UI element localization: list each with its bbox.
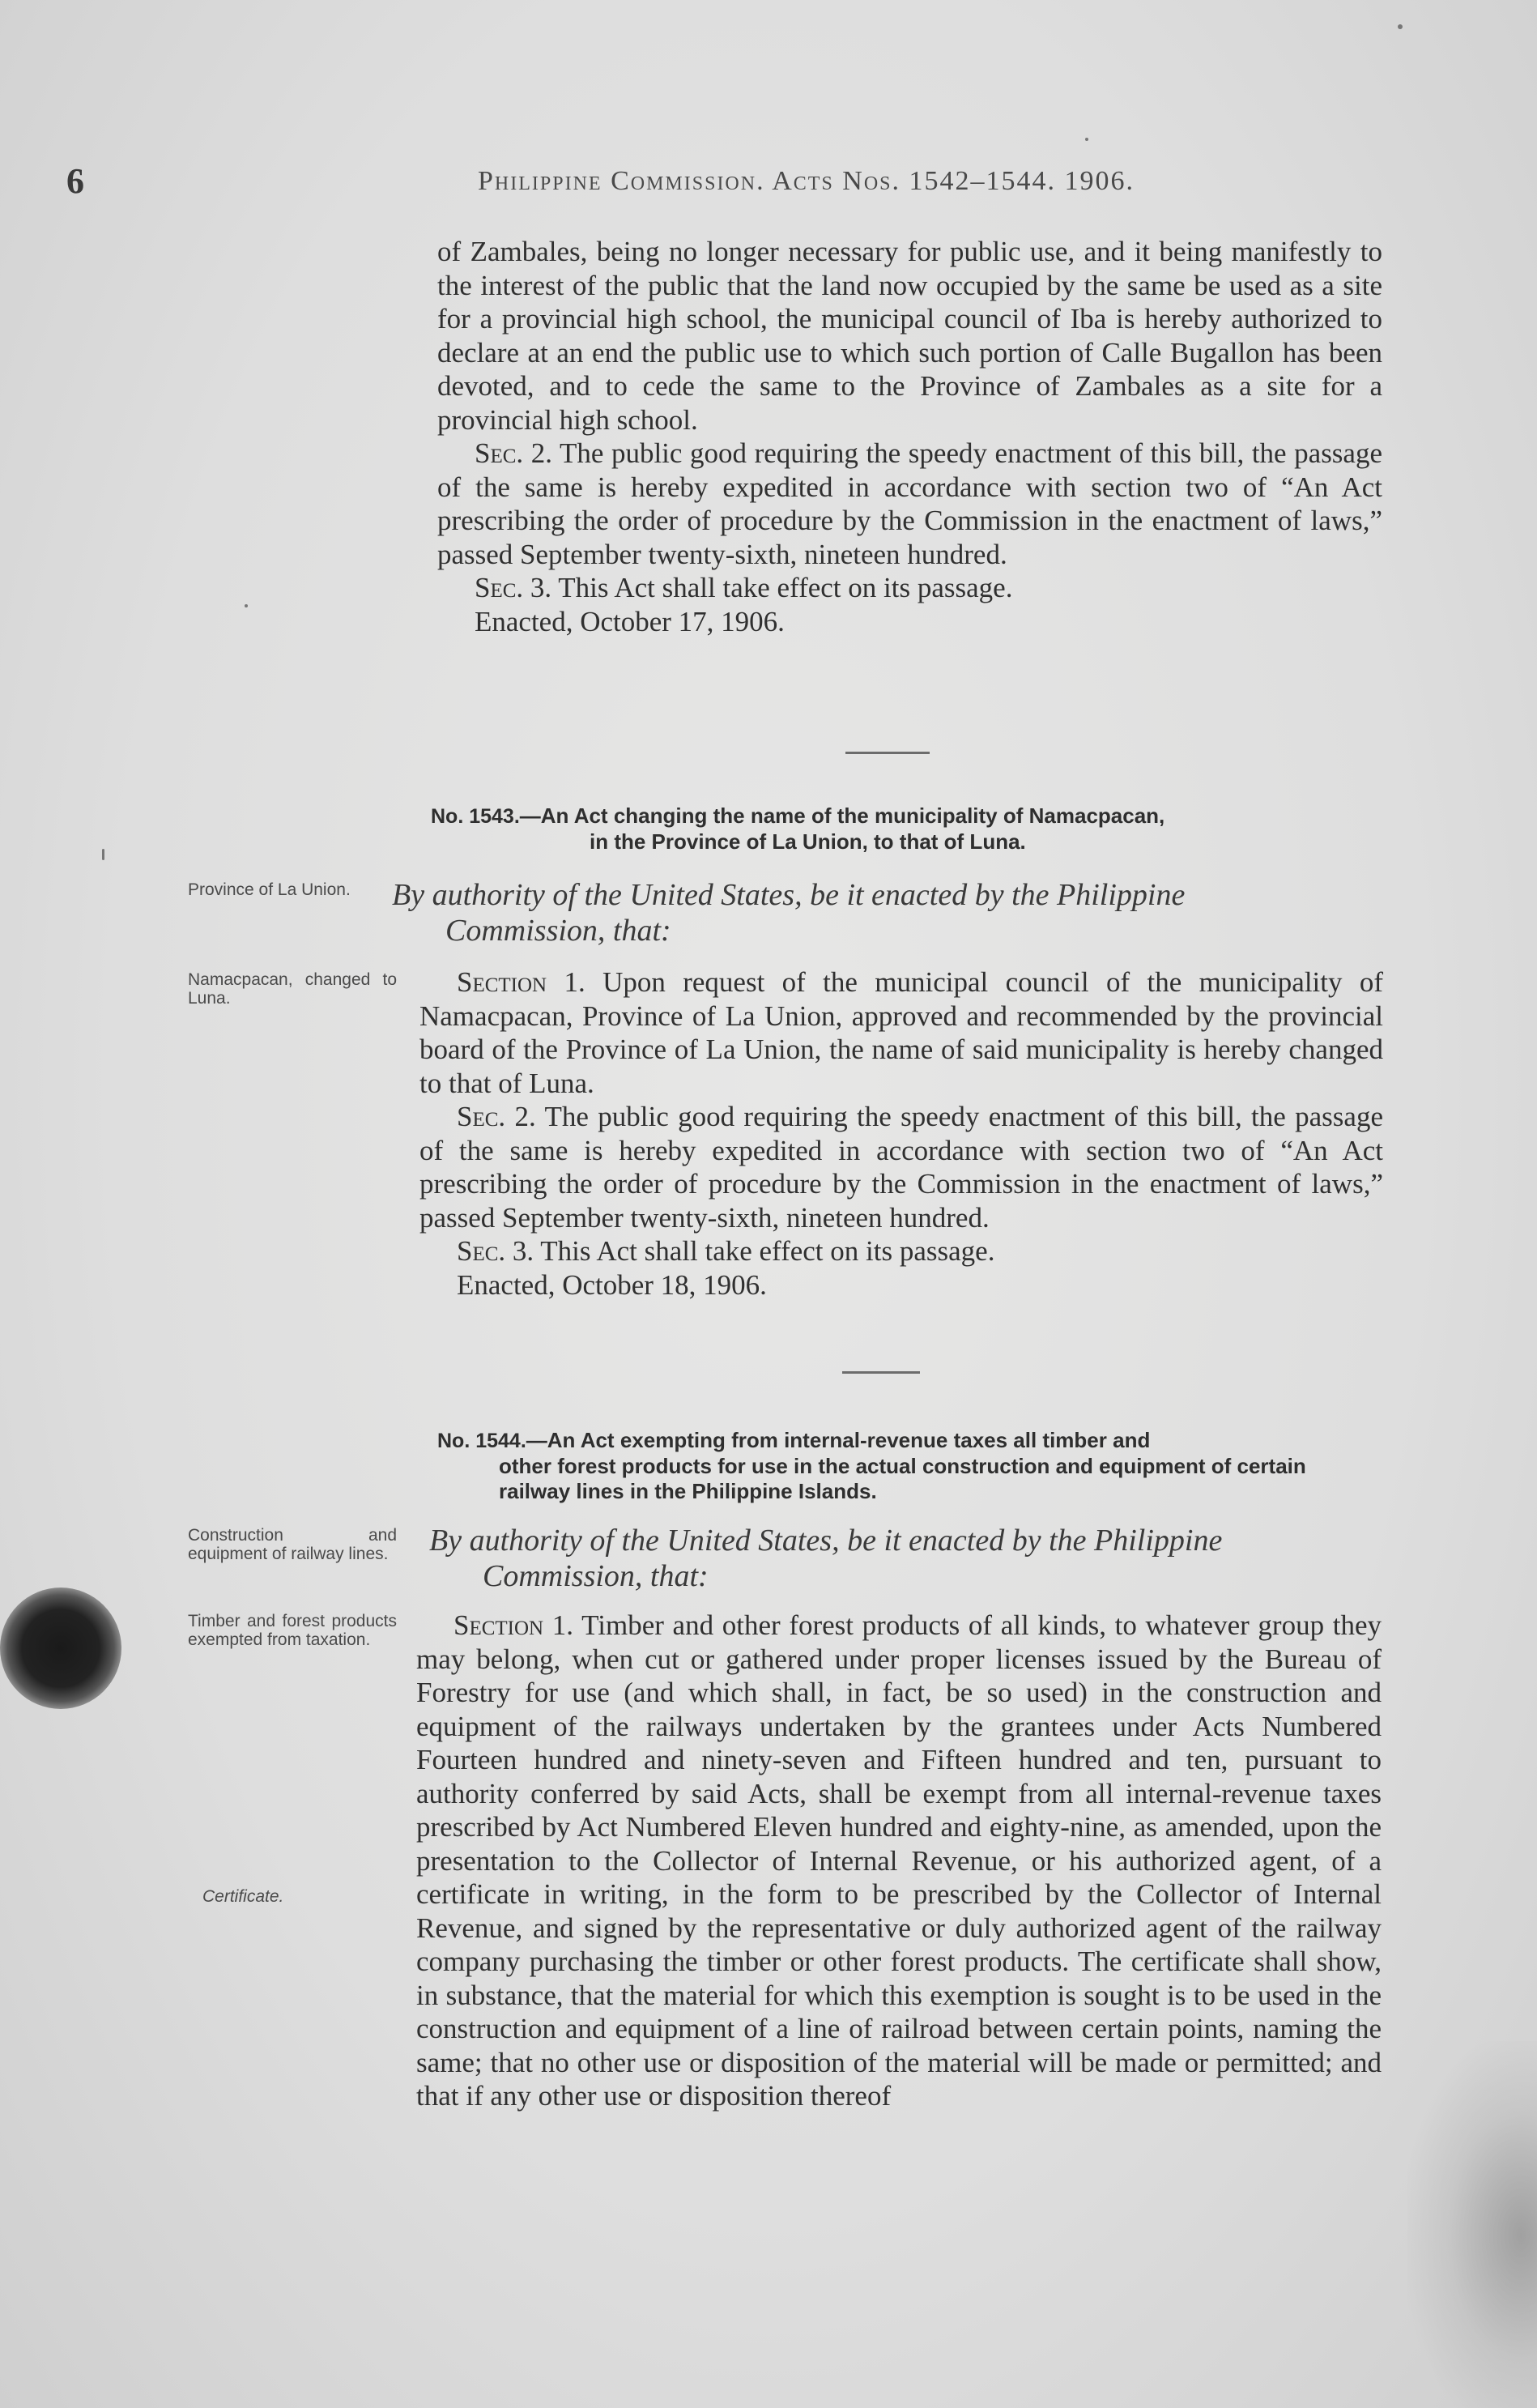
act1543-sec2	[419, 1100, 1383, 1234]
act-title-text: —An Act exempting from internal-revenue taxes all timber and	[526, 1428, 1151, 1452]
section-divider	[845, 752, 930, 754]
running-head: Philippine Commission. Acts Nos. 1542–1544. 1906.	[478, 166, 1135, 196]
speck	[245, 604, 248, 607]
act1544-sec1	[416, 1609, 1382, 2113]
act1542-sec2	[437, 437, 1382, 571]
act-title-line	[437, 1428, 1369, 1454]
page-number: 6	[66, 161, 84, 201]
speck	[102, 849, 104, 860]
sec-text: This Act shall take effect on its passage.	[558, 572, 1013, 603]
speck	[1085, 138, 1088, 141]
sec-label: Sec. 2.	[475, 437, 552, 469]
sec-text: The public good requiring the speedy enactment of this bill, the passage of the same is hereby expedited in accordance with section two of “An Act prescribing the order of procedure by the Commission in the enactment of laws,” passed September twenty-sixth, nineteen hundred.	[419, 1101, 1383, 1234]
act1542-para1: of Zambales, being no longer necessary for public use, and it being manifestly to the interest of the public that the land now occupied by the same be used as a site for a provincial high school, the municipal council of Iba is hereby authorized to declare at an end the public use to which such portion of Calle Bugallon has been devoted, and to cede the same to the Province of Zambales as a site for a provincial high school.	[437, 236, 1382, 436]
act1543-body	[419, 965, 1383, 1302]
binding-hole	[0, 1588, 121, 1709]
sec-text: Upon request of the municipal council of the municipality of Namacpacan, Province of La Union, approved and recommended by the provincial board of the Province of La Union, the name of said municipality is hereby changed to that of Luna.	[419, 966, 1384, 1099]
act1542-sec3	[437, 571, 1382, 605]
act1543-enacted: Enacted, October 18, 1906.	[457, 1268, 767, 1301]
margin-note-province: Province of La Union.	[188, 880, 351, 899]
sec-text: The public good requiring the speedy enactment of this bill, the passage of the same is hereby expedited in accordance with section two of “An Act prescribing the order of procedure by the Commission in the enactment of laws,” passed September twenty-sixth, nineteen hundred.	[437, 437, 1382, 570]
act1544-enacting-clause	[429, 1523, 1385, 1594]
act1543-sec1	[419, 965, 1383, 1100]
act1543-enacting-clause	[392, 877, 1385, 948]
speck	[1398, 24, 1403, 29]
act-title-line: in the Province of La Union, to that of Luna.	[590, 829, 1026, 854]
sec-text: Timber and other forest products of all kinds, to whatever group they may belong, when cut or gathered under proper licenses issued by the Bureau of Forestry for use (and which shall, in fact, be so used) in the construction and equipment of the railways undertaken by the grantees under Acts Numbered Fourteen hundred and ninety-seven and Fifteen hundred and ten, pursuant to authority conferred by said Acts, shall be exempt from all internal-revenue taxes prescribed by Act Numbered Eleven hundred and eighty-nine, as amended, upon the presentation to the Collector of Internal Revenue, or his authorized agent, of a certificate in writing, in the form to be prescribed by the Collector of Internal Revenue, and signed by the representative or duly authorized agent of the railway company purchasing the timber or other forest products. The certificate shall show, in substance, that the material for which this exemption is sought is to be used in the construction and equipment of a line of railroad between certain points, naming the same; that no other use or disposition of the material will be made or permitted; and that if any other use or disposition thereof	[416, 1609, 1382, 2112]
act1542-continuation	[437, 235, 1382, 638]
enacting-line: Commission, that:	[483, 1559, 709, 1593]
enacting-line: By authority of the United States, be it enacted by the Philippine	[429, 1524, 1223, 1558]
act1543-sec3	[419, 1234, 1383, 1268]
act-title-text: —An Act changing the name of the municipality of Namacpacan,	[519, 803, 1165, 828]
margin-note-certificate: Certificate.	[202, 1887, 284, 1906]
enacting-line: By authority of the United States, be it enacted by the Philippine	[392, 878, 1186, 912]
sec-label: Sec. 3.	[475, 572, 552, 603]
edge-shadow	[1407, 2041, 1537, 2408]
enacting-line: Commission, that:	[445, 914, 671, 948]
sec-label: Section 1.	[457, 966, 585, 998]
margin-note-railway: Construction and equipment of railway lines.	[188, 1526, 397, 1563]
act-number: No. 1544.	[437, 1430, 526, 1452]
margin-note-timber-exempt: Timber and forest products exempted from taxation.	[188, 1612, 397, 1649]
sec-label: Sec. 3.	[457, 1235, 534, 1267]
sec-text: This Act shall take effect on its passage.	[540, 1235, 995, 1267]
act1543-title	[431, 803, 1383, 855]
sec-label: Section 1.	[453, 1609, 574, 1641]
section-divider	[842, 1371, 920, 1374]
act-title-line: other forest products for use in the actual construction and equipment of certain railway lines in the Philippine Islands.	[499, 1454, 1306, 1503]
act-title-line	[431, 803, 1383, 829]
act1542-enacted: Enacted, October 17, 1906.	[475, 605, 785, 637]
sec-label: Sec. 2.	[457, 1101, 536, 1132]
act1544-title	[437, 1428, 1369, 1504]
act1544-body	[416, 1609, 1382, 2113]
margin-note-name-change: Namacpacan, changed to Luna.	[188, 970, 397, 1008]
act-number: No. 1543.	[431, 805, 520, 828]
